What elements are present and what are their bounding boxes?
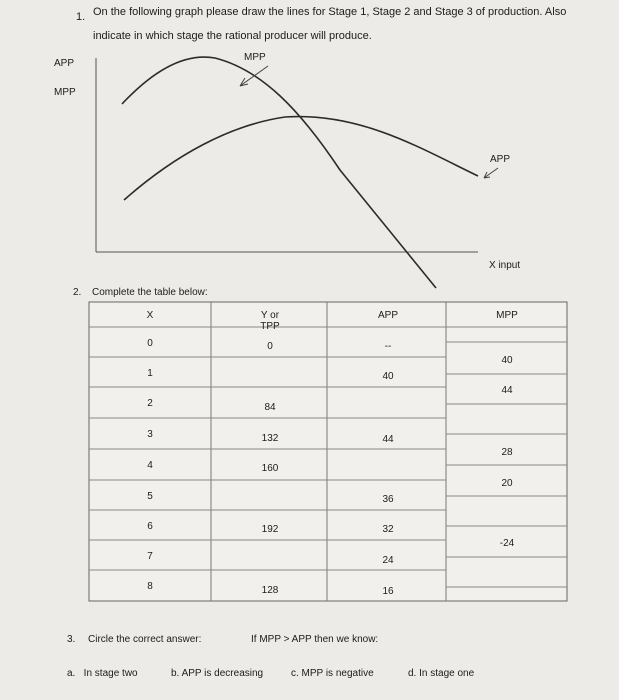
table-header-tpp: Y or TPP xyxy=(260,310,280,332)
table-tpp-cell: 132 xyxy=(261,433,279,444)
mpp-curve-label: MPP xyxy=(244,52,266,63)
table-mpp-cell: 20 xyxy=(501,478,513,489)
table-x-cell: 2 xyxy=(147,398,153,409)
table-header-app: APP xyxy=(377,310,398,321)
app-curve-label: APP xyxy=(490,154,511,165)
x-axis-label: X input xyxy=(489,260,521,271)
table-mpp-cell: 40 xyxy=(501,355,513,366)
table-mpp-cell: -24 xyxy=(499,538,515,549)
table-x-cell: 0 xyxy=(147,338,153,349)
table-app-cell: 36 xyxy=(382,494,394,505)
q2-text: Complete the table below: xyxy=(92,287,208,298)
graph-y-label-mpp: MPP xyxy=(54,87,76,98)
q1-number: 1. xyxy=(76,11,86,23)
table-tpp-cell: 0 xyxy=(267,341,273,352)
table-x-cell: 7 xyxy=(147,551,153,562)
table-app-cell: -- xyxy=(384,341,392,352)
q3-option-c[interactable]: c. MPP is negative xyxy=(291,668,374,679)
table-tpp-cell: 192 xyxy=(261,524,279,535)
table-header-x: X xyxy=(146,310,154,321)
table-app-cell: 16 xyxy=(382,586,394,597)
q2-number: 2. xyxy=(73,287,82,298)
table-x-cell: 1 xyxy=(147,368,153,379)
table-x-cell: 5 xyxy=(147,491,153,502)
q3-text: Circle the correct answer: xyxy=(88,634,202,645)
table-mpp-cell: 28 xyxy=(501,447,513,458)
table-x-cell: 4 xyxy=(147,460,153,471)
q1-text-line1: On the following graph please draw the lines for Stage 1, Stage 2 and Stage 3 of production. Also xyxy=(93,6,567,18)
table-app-cell: 44 xyxy=(382,434,394,445)
table-tpp-cell: 84 xyxy=(264,402,276,413)
table-mpp-cell: 44 xyxy=(501,385,513,396)
table-x-cell: 3 xyxy=(147,429,153,440)
table-app-cell: 40 xyxy=(382,371,394,382)
q3-condition: If MPP > APP then we know: xyxy=(251,634,379,645)
table-app-cell: 24 xyxy=(382,555,394,566)
table-app-cell: 32 xyxy=(382,524,394,535)
q3-option-d[interactable]: d. In stage one xyxy=(408,668,475,679)
q3-number: 3. xyxy=(67,634,76,645)
q1-text-line2: indicate in which stage the rational producer will produce. xyxy=(93,30,372,42)
table-x-cell: 8 xyxy=(147,581,153,592)
table-x-cell: 6 xyxy=(147,521,153,532)
graph-y-label-app: APP xyxy=(54,58,75,69)
q3-option-a[interactable]: a. In stage two xyxy=(67,668,138,679)
table-tpp-cell: 128 xyxy=(261,585,279,596)
table-tpp-cell: 160 xyxy=(261,463,279,474)
q3-option-b[interactable]: b. APP is decreasing xyxy=(171,668,264,679)
table-header-mpp: MPP xyxy=(496,310,518,321)
